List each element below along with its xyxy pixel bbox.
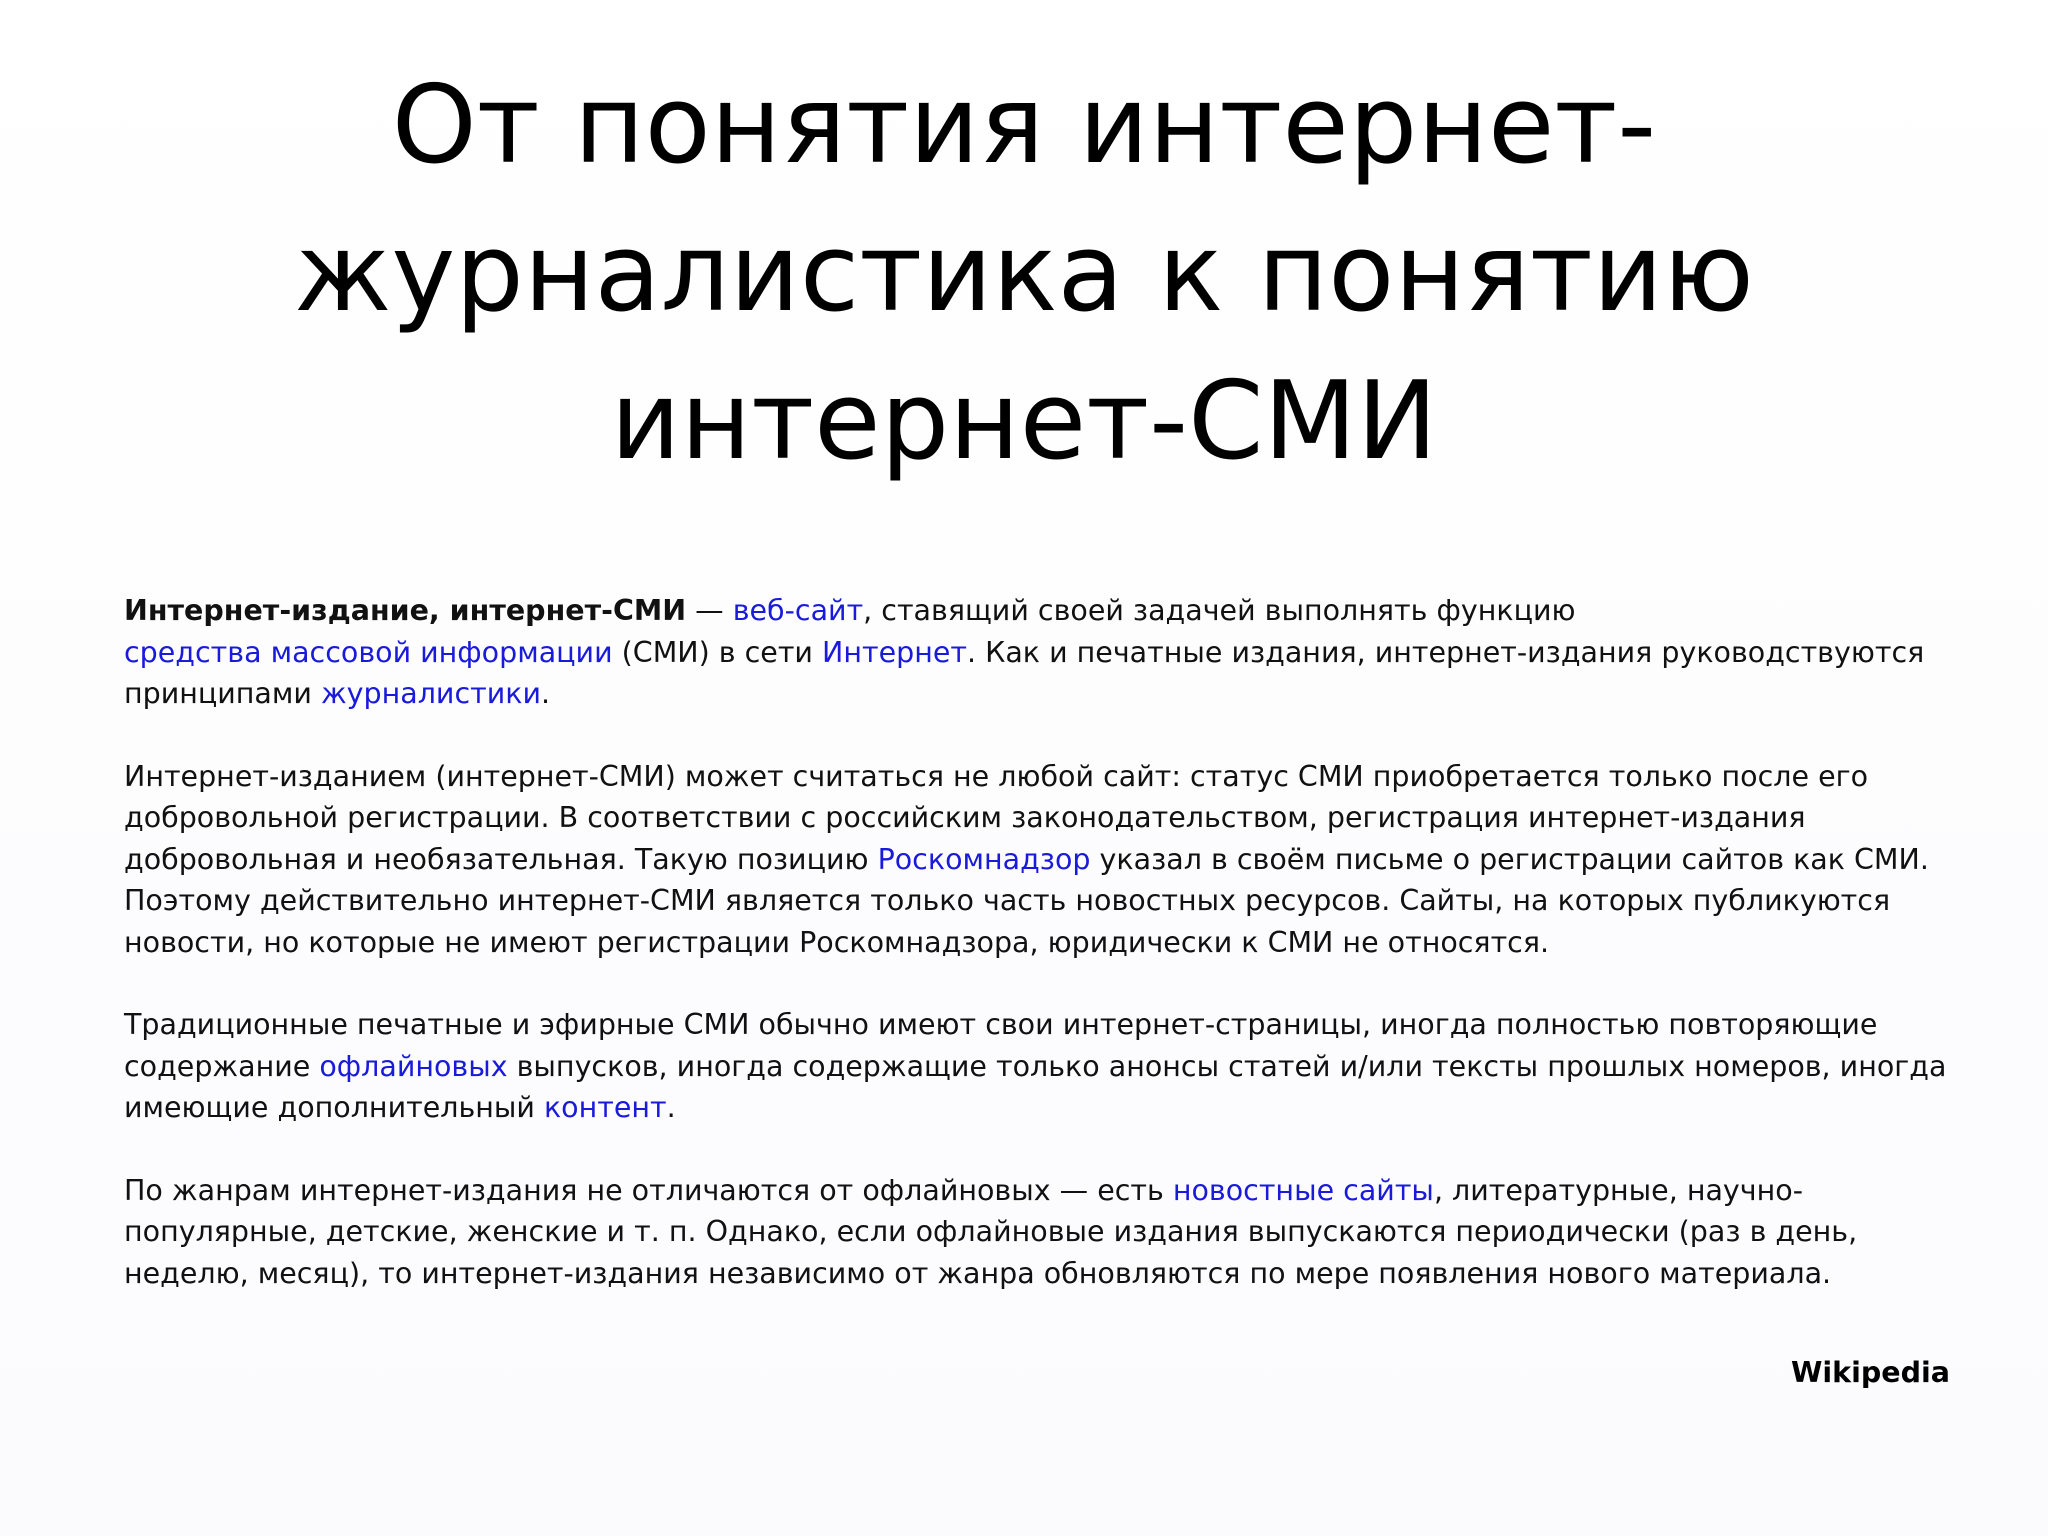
link-roskomnadzor[interactable]: Роскомнадзор xyxy=(877,842,1091,876)
paragraph-text: Традиционные печатные и эфирные СМИ обычно имеют свои интернет-страницы, иногда полностью повторяющие содержание xyxy=(124,1008,1878,1083)
paragraph-text: (СМИ) в сети xyxy=(612,635,823,669)
link-news-sites[interactable]: новостные сайты xyxy=(1172,1173,1434,1207)
link-internet[interactable]: Интернет xyxy=(822,635,967,669)
paragraph-text: , ставящий своей задачей выполнять функцию xyxy=(863,594,1576,627)
paragraph-text: Интернет-изданием (интернет-СМИ) может считаться не любой сайт: статус СМИ приобретается только после его добровольной регистрации. В соответствии с российским законодательством, регистрация интернет-издания добровольная и необязательная. Такую позицию xyxy=(124,759,1869,876)
link-offline[interactable]: офлайновых xyxy=(319,1049,508,1083)
defined-term: Интернет-издание, интернет-СМИ xyxy=(124,594,687,627)
link-web-site[interactable]: веб-сайт xyxy=(732,594,864,627)
link-journalism[interactable]: журналистики xyxy=(320,677,541,710)
source-attribution: Wikipedia xyxy=(1790,1356,1950,1389)
paragraph-traditional-media xyxy=(124,1004,1954,1129)
paragraph-text: . Как и печатные издания, интернет-издания руководствуются принципами xyxy=(124,635,1925,710)
paragraph-text: По жанрам интернет-издания не отличаются от офлайновых — есть xyxy=(124,1173,1173,1207)
link-content[interactable]: контент xyxy=(543,1091,667,1124)
paragraph-text: — xyxy=(686,594,733,627)
paragraph-registration xyxy=(124,756,1954,964)
paragraph-text: . xyxy=(666,1091,676,1124)
title-line-3: интернет-СМИ xyxy=(610,359,1438,484)
paragraph-text: выпусков, иногда содержащие только анонсы статей и/или тексты прошлых номеров, иногда имеющие дополнительный xyxy=(124,1049,1947,1124)
article-body xyxy=(124,590,1954,1294)
paragraph-text: , литературные, научно-популярные, детские, женские и т. п. Однако, если офлайновые издания выпускаются периодически (раз в день, неделю, месяц), то интернет-издания независимо от жанра обновляются по мере появления нового материала. xyxy=(124,1173,1858,1290)
paragraph-genres xyxy=(124,1170,1954,1295)
paragraph-definition xyxy=(124,590,1954,715)
slide-title xyxy=(0,52,2048,496)
paragraph-text: . xyxy=(540,677,551,710)
title-line-2: журналистика к понятию xyxy=(294,211,1754,336)
link-mass-media[interactable]: средства массовой информации xyxy=(124,635,613,669)
title-line-1: От понятия интернет- xyxy=(391,63,1657,188)
paragraph-text: указал в своём письме о регистрации сайтов как СМИ. Поэтому действительно интернет-СМИ является только часть новостных ресурсов. Сайты, на которых публикуются новости, но которые не имеют регистрации Роскомнадзора, юридически к СМИ не относятся. xyxy=(124,842,1929,959)
